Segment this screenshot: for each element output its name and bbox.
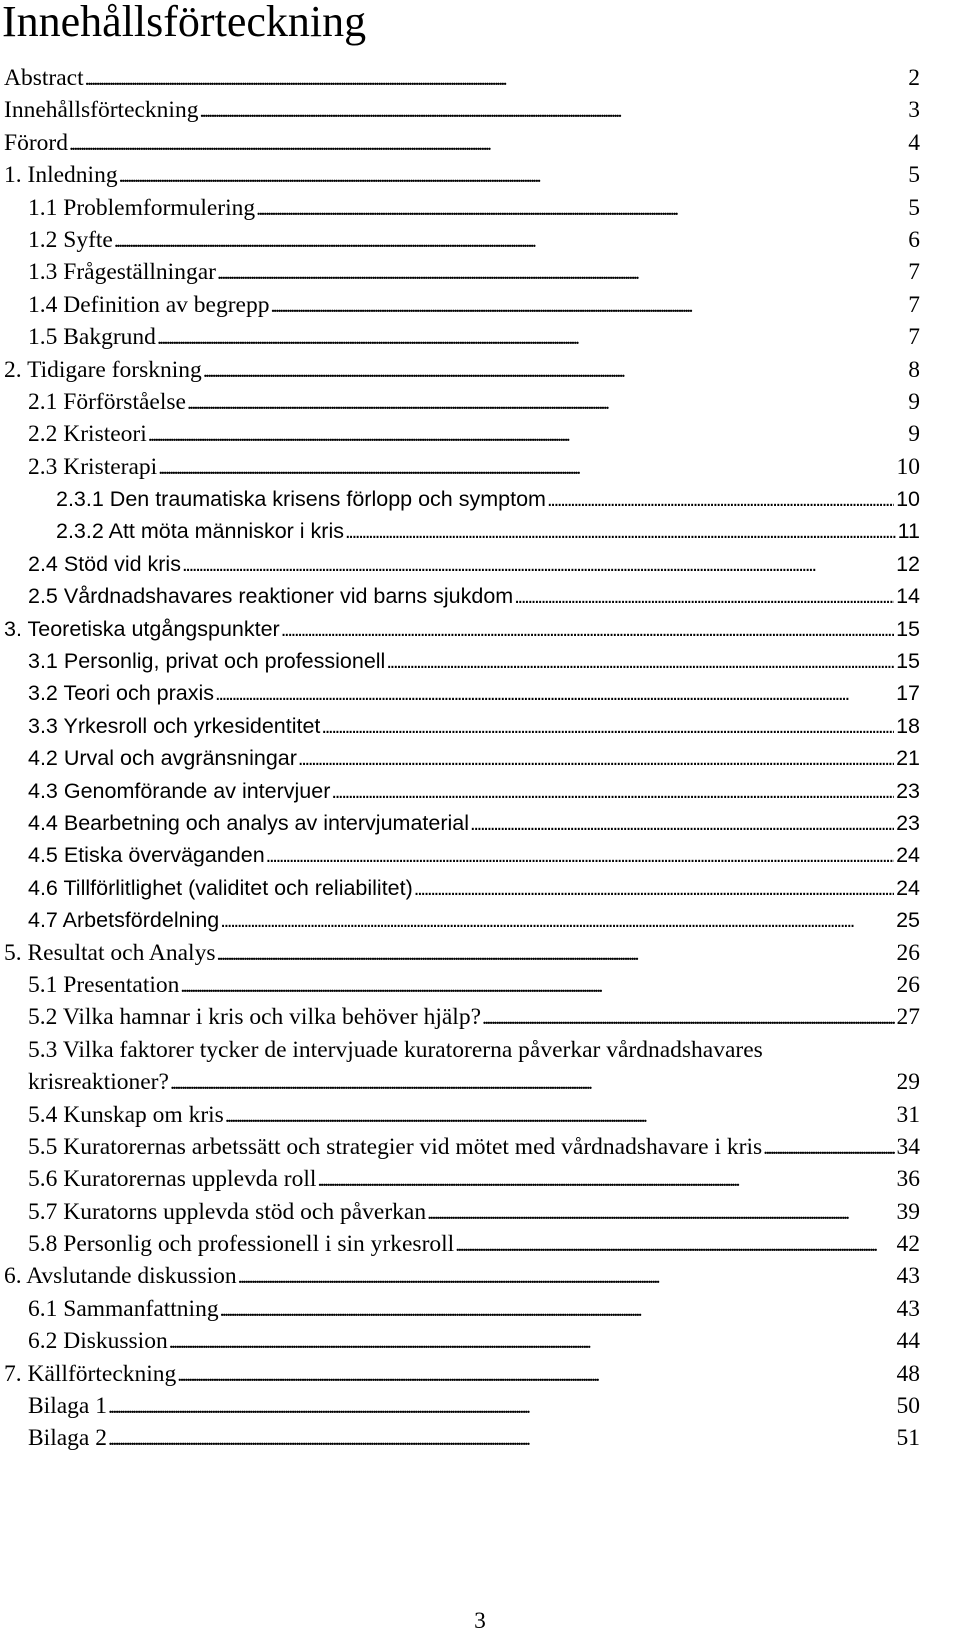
toc-entry-abstract[interactable] (0, 62, 960, 94)
toc-entry-title: 2.3.1 Den traumatiska krisens förlopp och symptom (56, 487, 546, 512)
toc-entry-page: 51 (896, 1425, 920, 1452)
toc-entry-title: 2.3 Kristerapi (28, 453, 158, 480)
toc-entry-6-2[interactable] (0, 1325, 960, 1357)
toc-entry-page: 12 (896, 551, 920, 576)
toc-entry-6-1[interactable] (0, 1293, 960, 1325)
toc-entry-page: 31 (896, 1101, 920, 1128)
toc-entry-5-4[interactable] (0, 1099, 960, 1131)
toc-entry-title: 4.3 Genomförande av intervjuer (28, 778, 331, 803)
dot-leader (225, 1099, 895, 1132)
toc-entry-5-6[interactable] (0, 1163, 960, 1195)
toc-entry-page: 36 (896, 1166, 920, 1193)
toc-entry-title: 5.4 Kunskap om kris (28, 1101, 224, 1128)
toc-entry-page: 7 (908, 324, 920, 351)
toc-entry-2-3-1[interactable] (0, 483, 960, 515)
toc-entry-4-7[interactable] (0, 904, 960, 936)
page-title: Innehållsförteckning (2, 0, 367, 46)
dot-leader (148, 418, 906, 451)
toc-entry-title: 4.6 Tillförlitlighet (validitet och reliabilitet) (28, 875, 413, 900)
toc-entry-title: 5. Resultat och Analys (4, 939, 216, 966)
toc-entry-title: krisreaktioner? (28, 1069, 169, 1096)
toc-entry-5-3-continued[interactable] (0, 1066, 960, 1098)
toc-entry-title: 1.5 Bakgrund (28, 324, 156, 351)
dot-leader (455, 1228, 894, 1261)
dot-leader (321, 710, 894, 743)
toc-entry-title: Abstract (4, 65, 84, 91)
dot-leader (317, 1163, 894, 1196)
dot-leader (427, 1196, 894, 1229)
toc-entry-page: 18 (896, 713, 920, 738)
toc-entry-title-line1: 5.3 Vilka faktorer tycker de intervjuade kuratorerna påverkar vårdnadshavares (28, 1036, 763, 1063)
toc-entry-page: 26 (896, 971, 920, 998)
dot-leader (386, 645, 894, 678)
dot-leader (69, 127, 906, 160)
toc-entry-bilaga-2[interactable] (0, 1422, 960, 1454)
dot-leader (170, 1066, 895, 1099)
toc-entry-title: 5.5 Kuratorernas arbetssätt och strategier vid mötet med vårdnadshavare i kris (28, 1133, 763, 1160)
toc-entry-2-4[interactable] (0, 548, 960, 580)
toc-entry-title: 3.2 Teori och praxis (28, 681, 215, 706)
toc-entry-page: 27 (896, 1004, 920, 1031)
toc-entry-1-4[interactable] (0, 289, 960, 321)
dot-leader (187, 386, 906, 419)
toc-entry-6[interactable] (0, 1260, 960, 1292)
toc-entry-title: 4.5 Etiska överväganden (28, 843, 265, 868)
dot-leader (85, 62, 907, 95)
dot-leader (199, 94, 906, 127)
dot-leader (217, 256, 906, 289)
toc-entry-title: Förord (4, 129, 68, 156)
dot-leader (514, 580, 894, 613)
dot-leader (266, 839, 894, 872)
toc-entry-title: 2.4 Stöd vid kris (28, 551, 181, 576)
toc-entry-page: 15 (896, 649, 920, 674)
toc-entry-page: 44 (896, 1328, 920, 1355)
dot-leader (108, 1422, 895, 1455)
dot-leader (345, 515, 896, 548)
dot-leader (238, 1260, 895, 1293)
dot-leader (203, 354, 906, 387)
toc-entry-title: 5.2 Vilka hamnar i kris och vilka behöver hjälp? (28, 1004, 482, 1031)
dot-leader (547, 483, 894, 516)
toc-entry-1-5[interactable] (0, 321, 960, 353)
toc-entry-page: 42 (896, 1231, 920, 1258)
toc-entry-2-3-2[interactable] (0, 515, 960, 547)
toc-entry-title: 4.4 Bearbetning och analys av intervjumaterial (28, 810, 470, 835)
dot-leader (220, 904, 894, 937)
toc-entry-5-2[interactable] (0, 1001, 960, 1033)
toc-entry-page: 7 (908, 291, 920, 318)
toc-entry-3-2[interactable] (0, 677, 960, 709)
toc-entry-2-1[interactable] (0, 386, 960, 418)
toc-entry-page: 7 (908, 259, 920, 286)
toc-entry-page: 10 (896, 487, 920, 512)
dot-leader (215, 677, 894, 710)
toc-entry-5-1[interactable] (0, 969, 960, 1001)
toc-entry-page: 14 (896, 584, 920, 609)
toc-entry-2-3[interactable] (0, 451, 960, 483)
dot-leader (180, 969, 894, 1002)
toc-entry-page: 15 (896, 616, 920, 641)
toc-entry-title: Innehållsförteckning (4, 97, 199, 124)
toc-entry-title: 5.1 Presentation (28, 971, 180, 998)
toc-entry-title: 2.3.2 Att möta människor i kris (56, 519, 344, 544)
toc-entry-1-3[interactable] (0, 256, 960, 288)
toc-entry-4-5[interactable] (0, 839, 960, 871)
dot-leader (169, 1325, 895, 1358)
toc-entry-title: 1.1 Problemformulering (28, 194, 256, 221)
toc-entry-title: 2.5 Vårdnadshavares reaktioner vid barns sjukdom (28, 584, 514, 609)
toc-entry-title: 5.6 Kuratorernas upplevda roll (28, 1166, 317, 1193)
toc-entry-page: 43 (896, 1295, 920, 1322)
toc-entry-page: 48 (896, 1360, 920, 1387)
toc-entry-3[interactable] (0, 613, 960, 645)
dot-leader (220, 1293, 895, 1326)
toc-entry-page: 23 (896, 810, 920, 835)
dot-leader (470, 807, 894, 840)
toc-entry-2-2[interactable] (0, 418, 960, 450)
toc-entry-1-1[interactable] (0, 192, 960, 224)
toc-entry-title: 6.2 Diskussion (28, 1328, 168, 1355)
dot-leader (256, 192, 906, 225)
toc-entry-title: 5.7 Kuratorns upplevda stöd och påverkan (28, 1198, 427, 1225)
dot-leader (177, 1358, 894, 1391)
toc-entry-page: 29 (896, 1069, 920, 1096)
toc-entry-page: 3 (908, 97, 920, 124)
toc-entry-title: 1.2 Syfte (28, 226, 113, 253)
toc-entry-page: 39 (896, 1198, 920, 1225)
dot-leader (216, 937, 894, 970)
toc-entry-title: 2.1 Förförståelse (28, 388, 186, 415)
toc-entry-2[interactable] (0, 354, 960, 386)
toc-entry-page: 5 (908, 194, 920, 221)
toc-entry-title: 3.3 Yrkesroll och yrkesidentitet (28, 713, 321, 738)
toc-entry-page: 2 (908, 65, 920, 91)
toc-entry-page: 34 (896, 1133, 920, 1160)
toc-entry-title: 1. Inledning (4, 162, 118, 189)
toc-entry-4-2[interactable] (0, 742, 960, 774)
dot-leader (281, 613, 894, 646)
toc-entry-page: 26 (896, 939, 920, 966)
toc-entry-title: 7. Källförteckning (4, 1360, 177, 1387)
toc-entry-3-1[interactable] (0, 645, 960, 677)
toc-entry-2-5[interactable] (0, 580, 960, 612)
toc-entry-forord[interactable] (0, 127, 960, 159)
toc-entry-5-7[interactable] (0, 1196, 960, 1228)
toc-entry-1[interactable] (0, 159, 960, 191)
dot-leader (119, 159, 907, 192)
toc-entry-page: 50 (896, 1393, 920, 1420)
toc-entry-5-8[interactable] (0, 1228, 960, 1260)
toc-entry-page: 24 (896, 875, 920, 900)
dot-leader (482, 1001, 894, 1034)
toc-entry-page: 17 (896, 681, 920, 706)
dot-leader (414, 872, 894, 905)
toc-entry-page: 6 (908, 226, 920, 253)
toc-entry-1-2[interactable] (0, 224, 960, 256)
toc-entry-page: 8 (908, 356, 920, 383)
toc-entry-page: 9 (908, 388, 920, 415)
toc-entry-title: 3.1 Personlig, privat och professionell (28, 649, 386, 674)
dot-leader (331, 775, 894, 808)
toc-entry-title: 6.1 Sammanfattning (28, 1295, 219, 1322)
toc-entry-title: Bilaga 2 (28, 1425, 107, 1452)
toc-entry-5[interactable] (0, 937, 960, 969)
dot-leader (157, 321, 906, 354)
toc-entry-page: 10 (896, 453, 920, 480)
dot-leader (158, 451, 894, 484)
toc-entry-4-4[interactable] (0, 807, 960, 839)
toc-entry-title: 2. Tidigare forskning (4, 356, 202, 383)
table-of-contents (0, 62, 960, 1455)
toc-entry-page: 43 (896, 1263, 920, 1290)
toc-entry-bilaga-1[interactable] (0, 1390, 960, 1422)
toc-entry-5-3[interactable] (0, 1034, 960, 1066)
toc-entry-5-5[interactable] (0, 1131, 960, 1163)
toc-entry-innehallsforteckning[interactable] (0, 94, 960, 126)
toc-entry-page: 23 (896, 778, 920, 803)
dot-leader (108, 1390, 895, 1423)
dot-leader (182, 548, 894, 581)
toc-entry-page: 5 (908, 162, 920, 189)
dot-leader (298, 742, 894, 775)
toc-entry-title: Bilaga 1 (28, 1393, 107, 1420)
toc-entry-page: 21 (896, 746, 920, 771)
dot-leader (763, 1131, 894, 1164)
toc-entry-title: 5.8 Personlig och professionell i sin yrkesroll (28, 1231, 455, 1258)
toc-entry-title: 6. Avslutande diskussion (4, 1263, 237, 1290)
toc-entry-page: 11 (897, 519, 920, 544)
toc-entry-4-3[interactable] (0, 775, 960, 807)
toc-entry-3-3[interactable] (0, 710, 960, 742)
dot-leader (114, 224, 906, 257)
toc-entry-title: 1.3 Frågeställningar (28, 259, 216, 286)
toc-entry-4-6[interactable] (0, 872, 960, 904)
toc-entry-page: 4 (908, 129, 920, 156)
toc-entry-title: 2.2 Kristeori (28, 421, 147, 448)
toc-entry-page: 9 (908, 421, 920, 448)
toc-entry-7[interactable] (0, 1358, 960, 1390)
toc-entry-title: 1.4 Definition av begrepp (28, 291, 270, 318)
toc-entry-page: 24 (896, 843, 920, 868)
toc-entry-title: 4.2 Urval och avgränsningar (28, 746, 297, 771)
toc-entry-page: 25 (896, 908, 920, 933)
page-number: 3 (474, 1608, 486, 1634)
toc-entry-title: 3. Teoretiska utgångspunkter (4, 616, 280, 641)
toc-entry-title: 4.7 Arbetsfördelning (28, 908, 220, 933)
dot-leader (270, 289, 906, 322)
